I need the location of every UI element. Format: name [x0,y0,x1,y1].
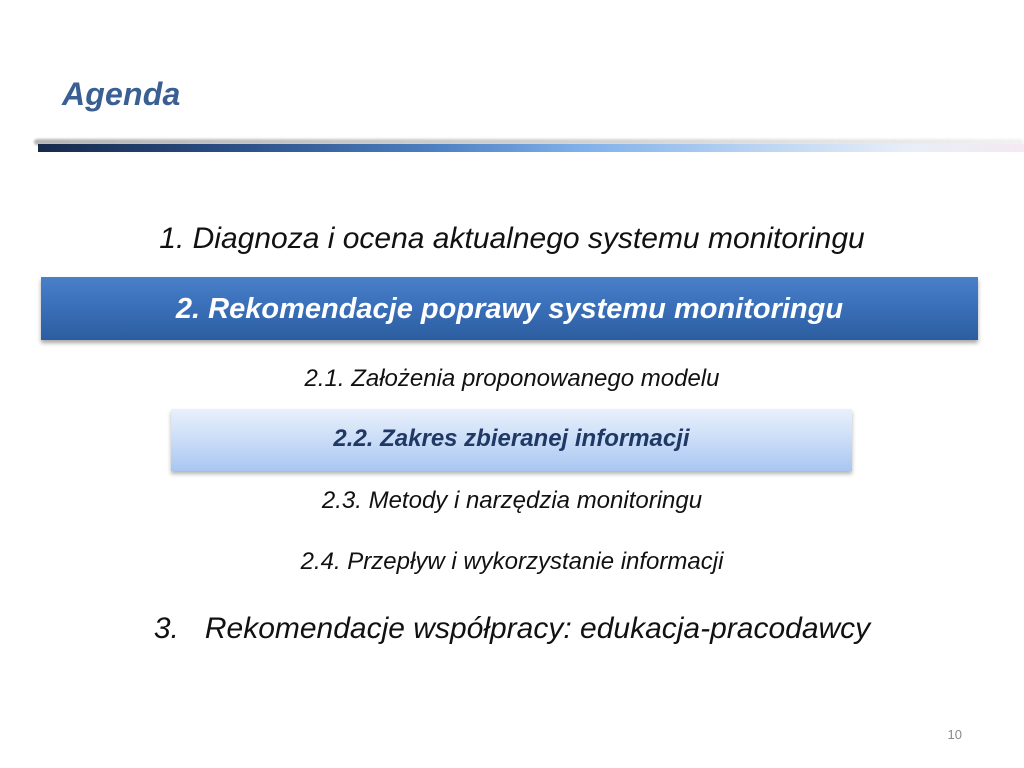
page-number: 10 [947,727,962,742]
agenda-subitem-2-2-highlight [171,409,852,471]
agenda-subitem-2-3: 2.3. Metody i narzędzia monitoringu [321,487,703,514]
agenda-item-2: 2. Rekomendacje poprawy systemu monitoringu [175,293,844,325]
agenda-item-3-label: Rekomendacje współpracy: edukacja-pracodawcy [204,612,871,645]
agenda-item-1: 1. Diagnoza i ocena aktualnego systemu monitoringu [159,222,865,255]
agenda-item-2-highlight [41,277,978,340]
agenda-subitem-2-2: 2.2. Zakres zbieranej informacji [333,425,690,452]
agenda-item-3 [0,612,1024,646]
agenda-subitem-2-4: 2.4. Przepływ i wykorzystanie informacji [300,548,724,575]
slide-title: Agenda [62,76,181,112]
agenda-item-3-number: 3. [153,612,179,645]
title-rule [38,144,1024,152]
agenda-subitem-2-1: 2.1. Założenia proponowanego modelu [304,365,720,392]
